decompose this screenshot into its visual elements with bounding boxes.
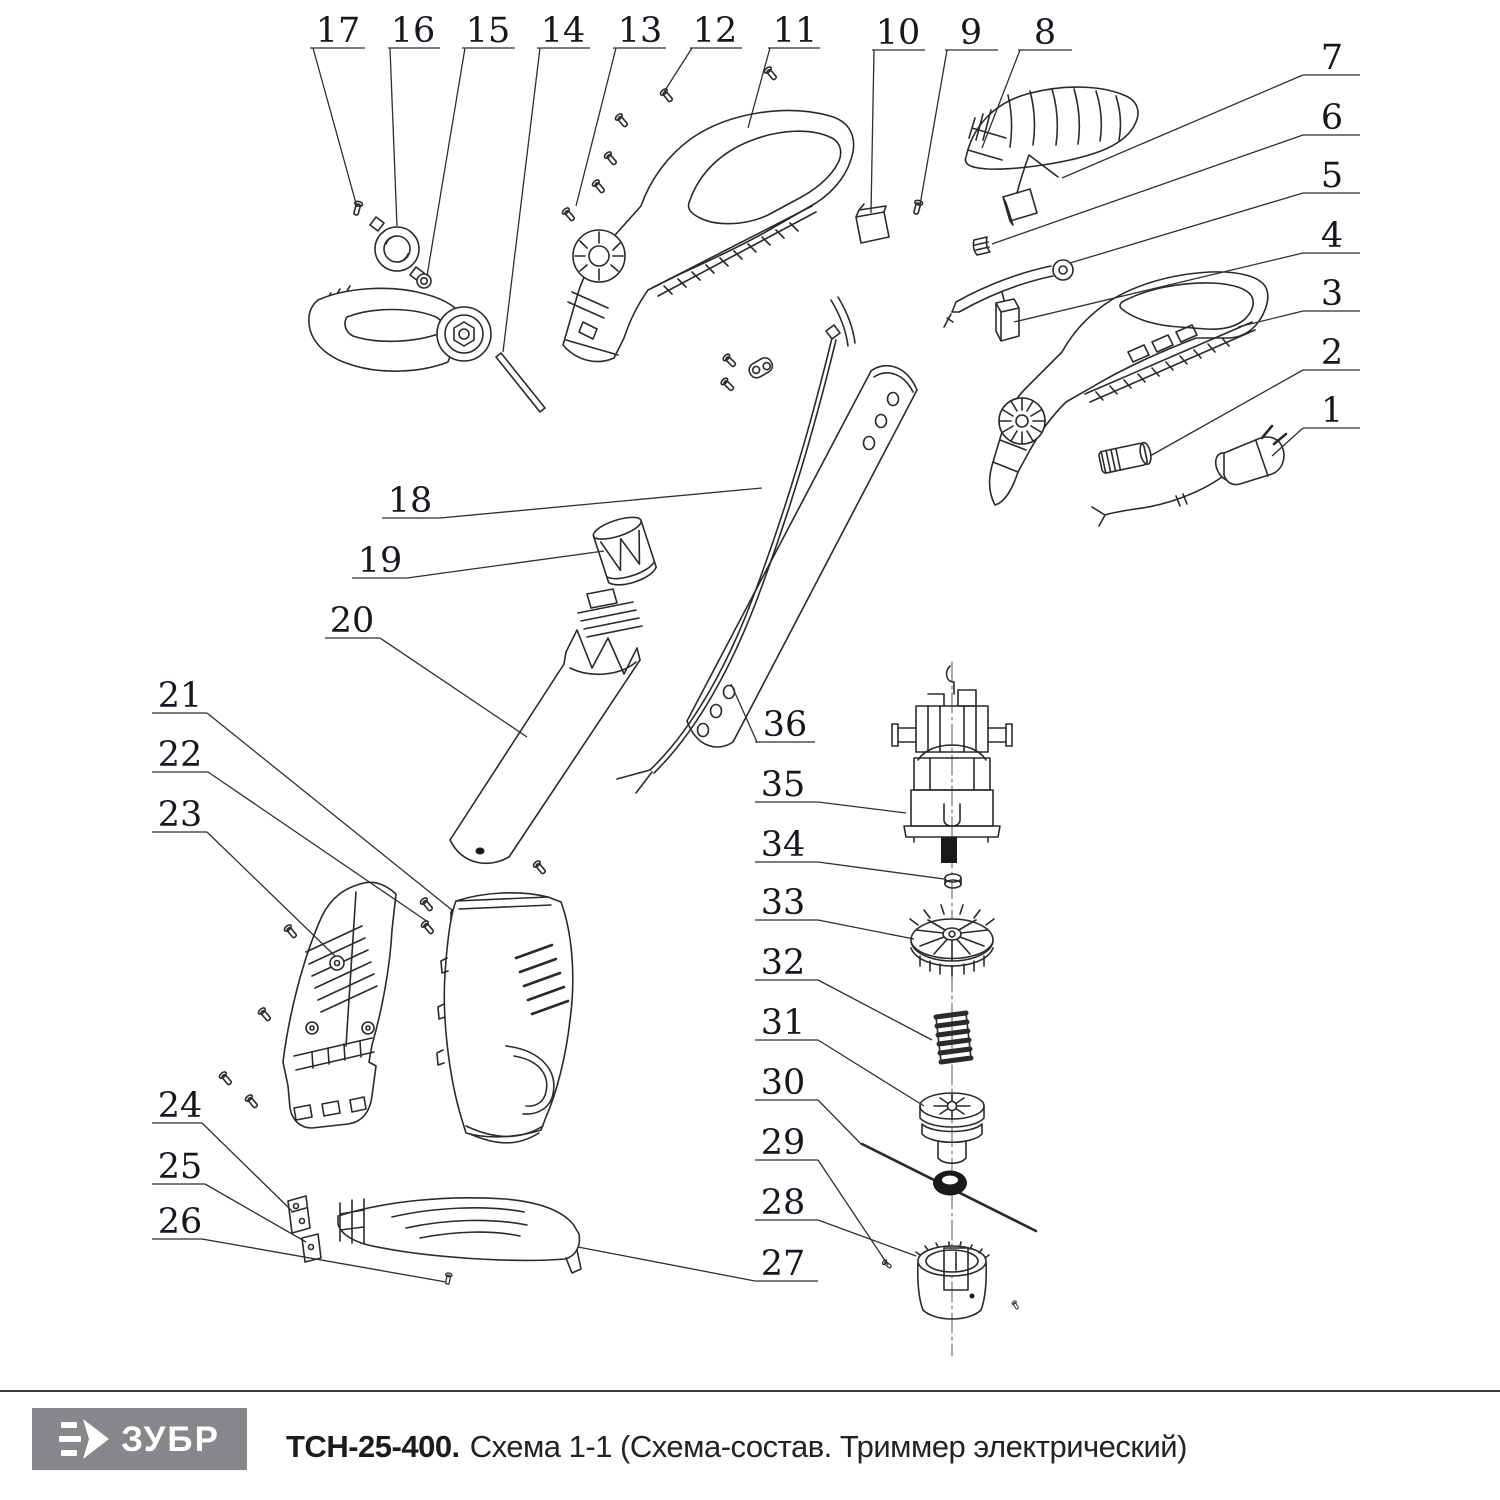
callout-13 xyxy=(576,11,666,206)
svg-text:25: 25 xyxy=(157,1147,203,1187)
svg-text:20: 20 xyxy=(329,601,375,641)
svg-text:9: 9 xyxy=(959,13,983,53)
part-5-lever xyxy=(944,260,1073,327)
svg-text:5: 5 xyxy=(1320,156,1344,196)
svg-text:16: 16 xyxy=(390,11,436,51)
svg-text:28: 28 xyxy=(760,1183,806,1223)
callout-10 xyxy=(871,13,925,213)
part-17-screw xyxy=(352,201,363,216)
svg-text:36: 36 xyxy=(762,705,808,745)
svg-text:26: 26 xyxy=(157,1202,203,1242)
svg-text:14: 14 xyxy=(540,11,586,51)
part-2-cable-sleeve xyxy=(1098,442,1152,474)
footer xyxy=(0,1390,1500,1500)
brand-name: ЗУБР xyxy=(121,1419,220,1459)
title-subtitle: Схема 1-1 (Схема-состав. Триммер электрический) xyxy=(469,1429,1187,1464)
part-20-lower-tube xyxy=(450,589,642,863)
callout-19 xyxy=(352,541,604,581)
brand-logo xyxy=(32,1408,247,1470)
artwork-layer xyxy=(218,66,1286,1356)
svg-text:17: 17 xyxy=(315,11,361,51)
callout-20 xyxy=(325,601,527,737)
part-36-shaft-tube xyxy=(687,366,917,747)
part-29-oring xyxy=(933,1171,967,1196)
part-4-block xyxy=(996,292,1019,341)
callout-35 xyxy=(755,765,906,813)
svg-text:34: 34 xyxy=(760,825,806,865)
svg-text:24: 24 xyxy=(157,1086,203,1126)
callout-34 xyxy=(755,825,944,879)
zubr-arrow-icon xyxy=(59,1417,111,1461)
callout-18 xyxy=(382,481,762,521)
svg-text:22: 22 xyxy=(157,735,203,775)
svg-text:27: 27 xyxy=(760,1244,806,1284)
svg-text:32: 32 xyxy=(760,943,806,983)
part-26-screw xyxy=(444,1273,452,1285)
part-9-screw xyxy=(912,200,923,215)
small-fasteners xyxy=(720,353,775,392)
callout-1 xyxy=(1272,391,1360,456)
part-16-clamp-ring xyxy=(370,217,424,281)
part-1-power-plug xyxy=(1092,426,1286,526)
callout-27 xyxy=(578,1244,818,1284)
callout-16 xyxy=(388,11,440,226)
svg-text:4: 4 xyxy=(1320,216,1344,256)
part-11-housing xyxy=(563,111,855,362)
diagram-title xyxy=(286,1392,1187,1500)
part-6-spring xyxy=(973,237,990,255)
svg-text:2: 2 xyxy=(1320,333,1344,373)
svg-text:11: 11 xyxy=(772,11,818,51)
svg-text:35: 35 xyxy=(760,765,806,805)
right-shell xyxy=(437,893,573,1143)
svg-text:12: 12 xyxy=(692,11,738,51)
callout-9 xyxy=(920,13,998,205)
svg-text:7: 7 xyxy=(1320,38,1344,78)
svg-text:13: 13 xyxy=(617,11,663,51)
part-15-nut xyxy=(417,274,431,288)
callout-17 xyxy=(310,11,365,207)
svg-text:21: 21 xyxy=(157,676,203,716)
svg-text:3: 3 xyxy=(1320,274,1344,314)
part-34-nut xyxy=(945,874,961,888)
svg-text:6: 6 xyxy=(1320,98,1344,138)
svg-text:18: 18 xyxy=(387,481,433,521)
callout-5 xyxy=(1070,156,1360,263)
tiny-screw-2 xyxy=(1011,1300,1019,1310)
part-22-screws xyxy=(419,897,435,936)
callout-21 xyxy=(152,676,452,910)
part-32-spring xyxy=(936,1013,971,1062)
svg-text:1: 1 xyxy=(1320,391,1344,431)
part-10-switch-block xyxy=(856,204,889,243)
svg-text:15: 15 xyxy=(465,11,511,51)
svg-text:31: 31 xyxy=(760,1003,806,1043)
svg-text:29: 29 xyxy=(760,1123,806,1163)
svg-text:10: 10 xyxy=(875,13,921,53)
svg-text:8: 8 xyxy=(1033,13,1057,53)
svg-text:23: 23 xyxy=(157,795,203,835)
svg-text:33: 33 xyxy=(760,883,806,923)
loop-handle xyxy=(309,286,491,371)
callout-15 xyxy=(427,11,515,276)
part-12-screw xyxy=(659,88,674,104)
screw xyxy=(763,66,778,82)
callout-36 xyxy=(731,684,815,745)
part-27-guard xyxy=(338,1198,581,1273)
callout-33 xyxy=(755,883,914,939)
callout-23 xyxy=(152,795,335,956)
part-14-pin xyxy=(496,353,545,412)
part-23-left-shell xyxy=(283,882,396,1128)
model-number: ТСН-25-400. xyxy=(286,1429,460,1464)
svg-text:30: 30 xyxy=(760,1063,806,1103)
svg-text:19: 19 xyxy=(357,541,403,581)
part-24-bracket xyxy=(288,1196,310,1233)
callout-12 xyxy=(664,11,742,92)
